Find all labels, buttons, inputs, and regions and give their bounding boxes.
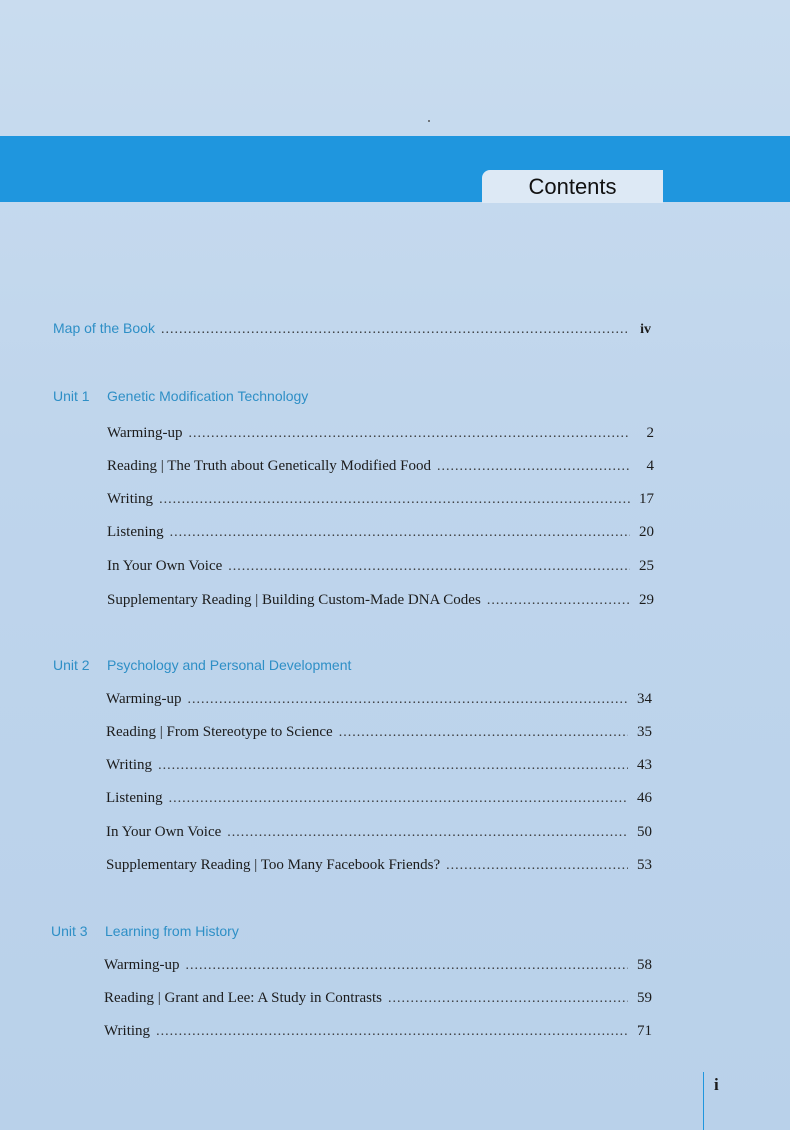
toc-entry[interactable] — [107, 592, 654, 609]
toc-entry[interactable] — [106, 857, 652, 874]
toc-entry-page: 46 — [637, 790, 652, 806]
toc-entry[interactable] — [104, 1023, 652, 1040]
leader-dots — [169, 791, 628, 807]
page-number: i — [714, 1075, 719, 1094]
page-title: Contents — [482, 170, 663, 203]
toc-entry-label: Writing — [104, 1023, 151, 1039]
folio-rule — [703, 1072, 704, 1130]
toc-entry[interactable] — [107, 558, 654, 575]
leader-dots — [187, 692, 628, 708]
toc-entry-label: In Your Own Voice — [106, 824, 222, 840]
toc-entry[interactable] — [107, 425, 654, 442]
toc-entry[interactable] — [104, 990, 652, 1007]
toc-entry-label: Warming-up — [104, 957, 180, 973]
leader-dots — [437, 459, 630, 475]
leader-dots — [156, 1024, 628, 1040]
unit-title: Psychology and Personal Development — [107, 657, 352, 673]
toc-entry[interactable] — [107, 524, 654, 541]
toc-entry-page: 4 — [646, 458, 654, 474]
leader-dots — [161, 322, 627, 338]
header-band — [0, 136, 790, 202]
unit-number: Unit 2 — [53, 657, 90, 673]
leader-dots — [188, 426, 630, 442]
scan-speck — [428, 120, 430, 122]
toc-entry-page: 71 — [637, 1023, 652, 1039]
toc-entry[interactable] — [106, 824, 652, 841]
leader-dots — [227, 825, 628, 841]
toc-entry-label: Writing — [107, 491, 154, 507]
leader-dots — [185, 958, 628, 974]
toc-entry[interactable] — [104, 957, 652, 974]
leader-dots — [339, 725, 628, 741]
toc-entry-label: Supplementary Reading | Building Custom-Made DNA Codes — [107, 592, 481, 608]
toc-entry-page: 50 — [637, 824, 652, 840]
toc-entry-page: 43 — [637, 757, 652, 773]
unit-title: Genetic Modification Technology — [107, 388, 309, 404]
leader-dots — [487, 593, 630, 609]
toc-entry-label: Reading | From Stereotype to Science — [106, 724, 333, 740]
toc-entry-label: Warming-up — [106, 691, 182, 707]
leader-dots — [446, 858, 628, 874]
toc-entry-label: Warming-up — [107, 425, 183, 441]
toc-entry-page: 58 — [637, 957, 652, 973]
unit-heading — [53, 657, 351, 673]
toc-entry-label: Supplementary Reading | Too Many Facebook Friends? — [106, 857, 441, 873]
unit-heading — [51, 923, 239, 939]
toc-entry[interactable] — [106, 757, 652, 774]
toc-entry-label: In Your Own Voice — [107, 558, 223, 574]
toc-entry-label: Listening — [107, 524, 164, 540]
toc-entry-label: Writing — [106, 757, 153, 773]
toc-entry-map-of-the-book[interactable] — [53, 320, 651, 338]
toc-entry-page: 34 — [637, 691, 652, 707]
toc-entry-page: 20 — [639, 524, 654, 540]
toc-entry[interactable] — [107, 491, 654, 508]
toc-entry-label: Listening — [106, 790, 163, 806]
toc-entry-label: Map of the Book — [53, 320, 155, 336]
leader-dots — [159, 492, 630, 508]
leader-dots — [228, 559, 630, 575]
toc-entry-page: 35 — [637, 724, 652, 740]
leader-dots — [388, 991, 628, 1007]
unit-number: Unit 1 — [53, 388, 90, 404]
toc-entry-page: 29 — [639, 592, 654, 608]
toc-entry[interactable] — [107, 458, 654, 475]
toc-entry-label: Reading | Grant and Lee: A Study in Contrasts — [104, 990, 382, 1006]
unit-heading — [53, 388, 308, 404]
leader-dots — [170, 525, 630, 541]
toc-entry[interactable] — [106, 790, 652, 807]
unit-title: Learning from History — [105, 923, 239, 939]
toc-entry-page: 59 — [637, 990, 652, 1006]
toc-entry-page: 53 — [637, 857, 652, 873]
leader-dots — [158, 758, 628, 774]
toc-entry[interactable] — [106, 724, 652, 741]
unit-number: Unit 3 — [51, 923, 88, 939]
toc-entry-page: iv — [640, 322, 651, 337]
toc-entry-page: 2 — [646, 425, 654, 441]
toc-entry-page: 17 — [639, 491, 654, 507]
toc-entry-label: Reading | The Truth about Genetically Modified Food — [107, 458, 431, 474]
toc-entry-page: 25 — [639, 558, 654, 574]
toc-entry[interactable] — [106, 691, 652, 708]
